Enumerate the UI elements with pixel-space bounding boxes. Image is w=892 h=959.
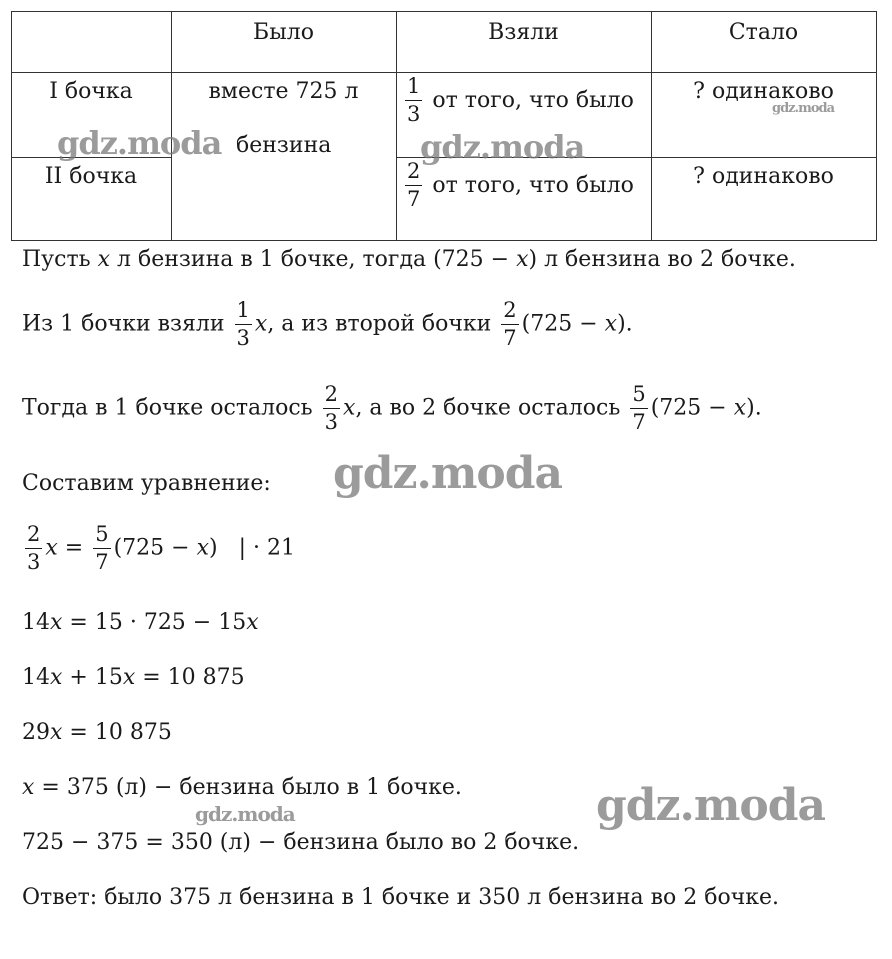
fraction-bar [630,408,647,409]
fraction-bar [25,548,42,549]
watermark-logo: gdz.moda [333,448,563,499]
solution-line-9 [22,777,462,799]
text: ). [746,395,762,421]
fraction [501,300,518,349]
text: (725 − [521,311,605,337]
table-border-col3 [651,11,652,241]
fraction [323,384,340,433]
row2-taken [402,161,634,210]
text: (725 − [650,395,734,421]
fraction-bar [235,324,252,325]
fraction-numerator: 5 [95,522,109,546]
text: л бензина в 1 бочке, тогда (725 − [110,247,517,272]
row2-became: ? одинаково [693,164,834,189]
text: = 10 875 [62,720,172,745]
fraction [235,300,252,349]
row1-taken-fraction [405,76,422,125]
variable-x: x [516,247,529,272]
text: Пусть [22,247,98,272]
fraction-numerator: 2 [324,382,339,406]
table-border-right [876,11,877,241]
text: 29 [22,720,50,745]
variable-x: x [254,311,268,337]
text: Из 1 бочки взяли [22,311,232,337]
fraction-bar [405,100,422,101]
row2-label: II бочка [44,164,138,189]
header-stalo: Стало [728,20,799,45]
row1-had-line2: бензина [236,133,332,158]
watermark-logo: gdz.moda [772,101,835,116]
fraction-denominator: 7 [95,550,109,574]
fraction [93,524,110,573]
text: (725 − [113,535,197,561]
variable-x: x [343,395,356,421]
text: ) | · 21 [209,535,295,561]
fraction [25,524,42,573]
fraction-numerator: 5 [632,382,646,406]
fraction-denominator: 3 [27,550,41,574]
solution-line-3 [22,384,762,433]
solution-line-2 [22,300,633,349]
solution-line-10: 725 − 375 = 350 (л) − бензина было во 2 бочке. [22,830,580,855]
variable-x: x [246,610,259,635]
solution-line-5 [22,524,295,573]
variable-x: x [50,720,63,745]
solution-line-8 [22,722,172,744]
fraction [630,384,647,433]
variable-x: x [604,311,618,337]
text: = 10 875 [135,665,245,690]
fraction-bar [405,185,422,186]
watermark-logo: gdz.moda [596,780,826,831]
fraction-denominator: 7 [632,410,646,434]
text: 14 [22,665,50,690]
variable-x: x [50,610,63,635]
header-bylo: Было [253,20,314,45]
table-border-left [11,11,12,241]
solution-line-7 [22,667,245,689]
text: , а из второй бочки [267,311,499,337]
fraction-denominator: 7 [503,326,517,350]
header-vzyali: Взяли [488,20,559,45]
variable-x: x [733,395,747,421]
data-table [0,0,892,242]
row2-taken-fraction [405,161,422,210]
variable-x: x [22,775,35,800]
watermark-logo: gdz.moda [420,128,585,166]
table-border-header [11,72,877,73]
fraction-numerator: 2 [407,159,421,183]
solution-line-6 [22,612,259,634]
row1-became: ? одинаково [693,79,834,104]
solution-line-4: Составим уравнение: [22,471,271,496]
fraction-denominator: 3 [324,410,339,434]
text: Тогда в 1 бочке осталось [22,395,320,421]
fraction-denominator: 7 [407,187,421,211]
row1-had-line1: вместе 725 л [208,79,359,104]
text: + 15 [62,665,123,690]
text: ). [617,311,633,337]
text: , а во 2 бочке осталось [355,395,628,421]
fraction-bar [323,408,340,409]
fraction-bar [501,324,518,325]
text: = 375 (л) − бензина было в 1 бочке. [34,775,462,800]
variable-x: x [50,665,63,690]
row2-taken-text: от того, что было [432,173,634,198]
variable-x: x [45,535,58,561]
answer-line: Ответ: было 375 л бензина в 1 бочке и 350 л бензина во 2 бочке. [22,885,780,910]
fraction-denominator: 3 [407,102,421,126]
row1-taken [402,76,634,125]
solution-line-1 [22,249,796,271]
watermark-logo: gdz.moda [57,124,222,162]
text: 14 [22,610,50,635]
variable-x: x [97,247,111,272]
fraction-numerator: 2 [27,522,41,546]
row1-label: I бочка [49,79,133,104]
fraction-denominator: 3 [236,326,250,350]
table-border-col2 [396,11,397,241]
table-border-top [11,11,877,12]
fraction-numerator: 1 [236,298,250,322]
variable-x: x [196,535,210,561]
fraction-numerator: 2 [503,298,517,322]
table-border-bottom [11,240,877,241]
watermark-logo: gdz.moda [195,802,295,826]
text: = 15 · 725 − 15 [62,610,247,635]
row1-taken-text: от того, что было [432,88,634,113]
variable-x: x [122,665,136,690]
fraction-numerator: 1 [407,74,421,98]
text: = [57,535,91,561]
text: ) л бензина во 2 бочке. [528,247,796,272]
fraction-bar [93,548,110,549]
